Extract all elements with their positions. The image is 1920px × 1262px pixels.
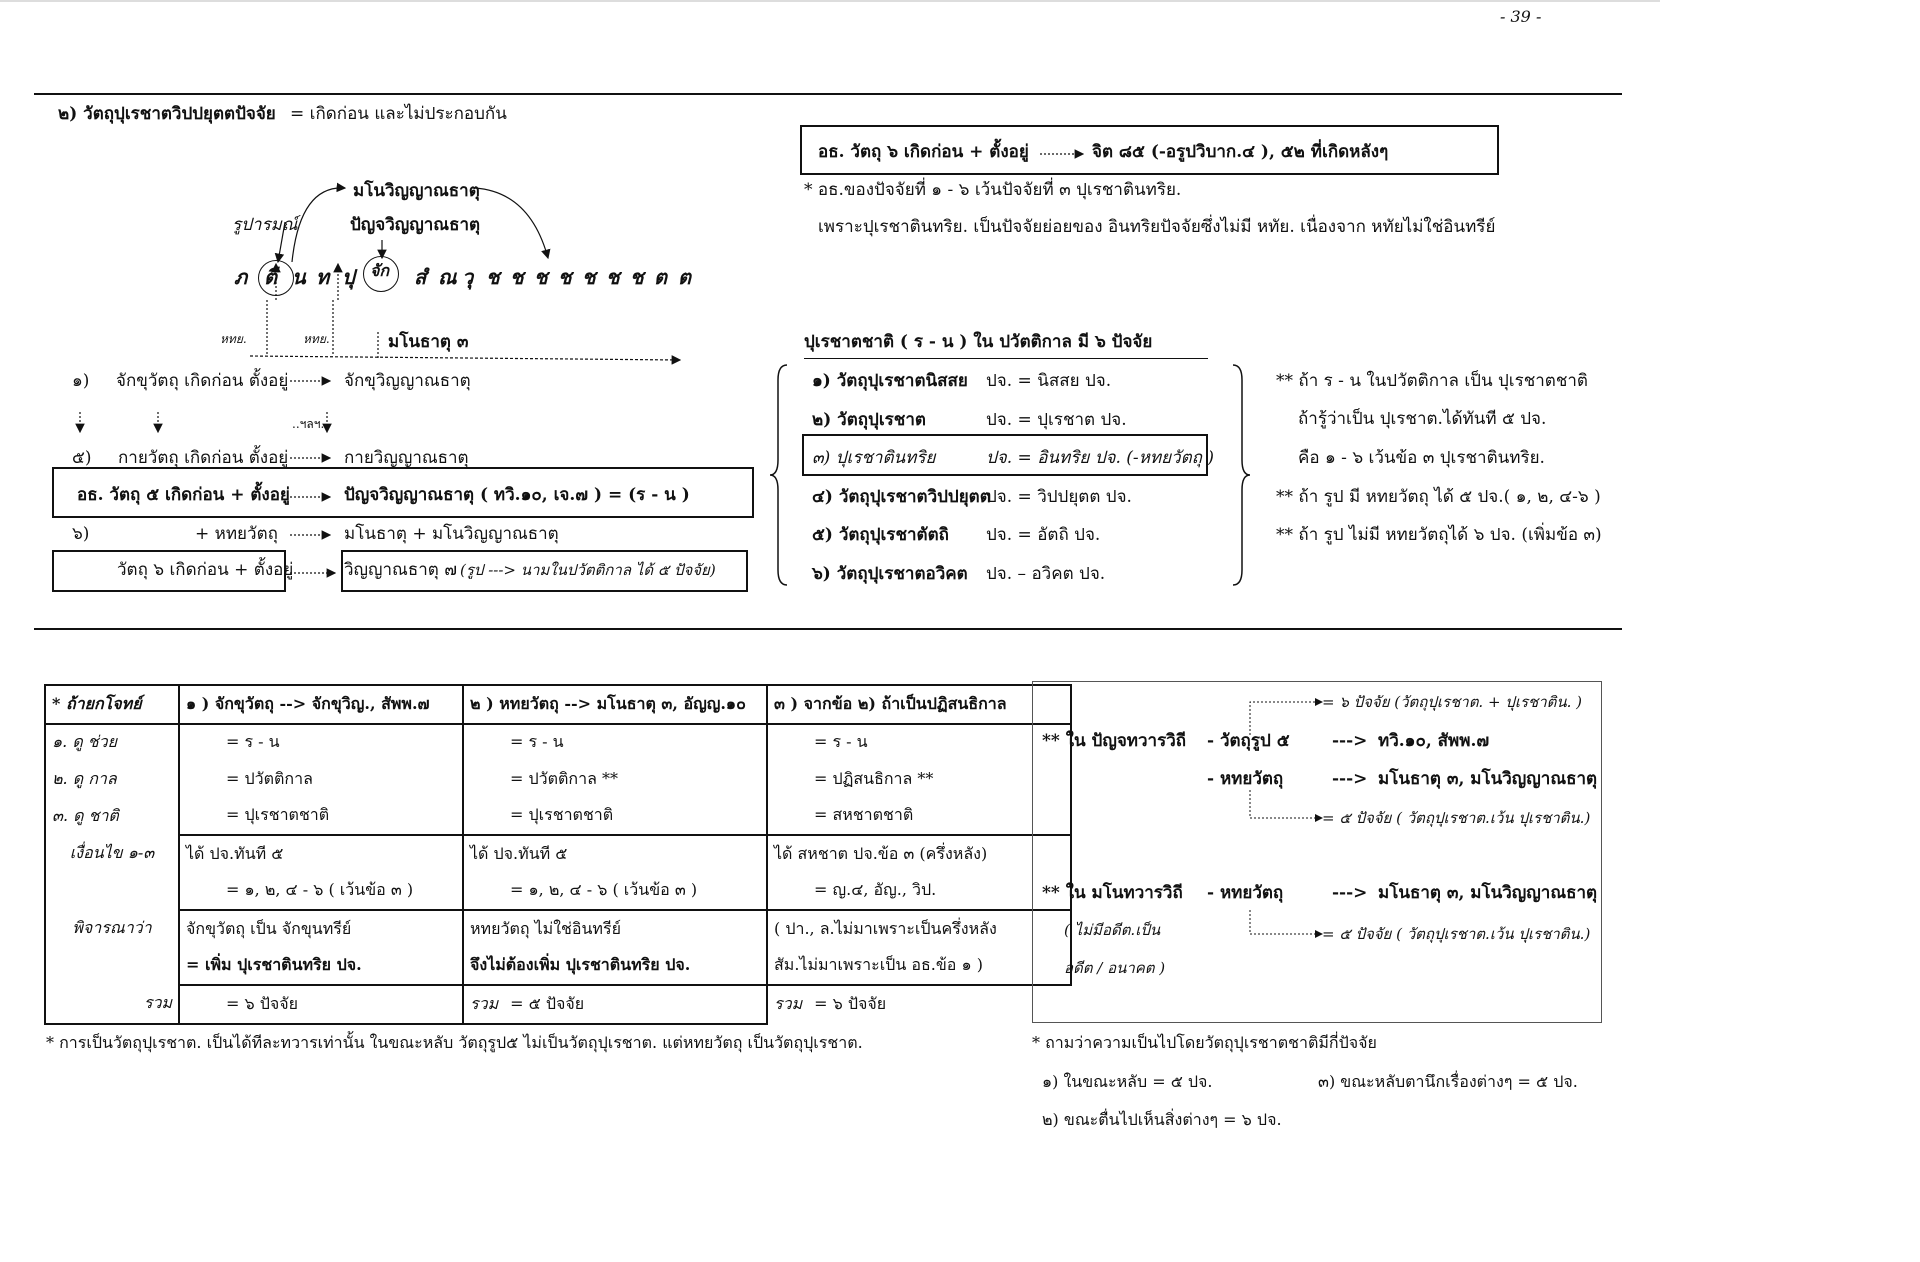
- cell-text: ( ปา., ล.ไม่มาเพราะเป็นครึ่งหลัง: [774, 918, 997, 938]
- diagram-panca-vinnana: ปัญจวิญญาณธาตุ: [350, 215, 481, 235]
- diagram-letter: ช: [534, 265, 548, 289]
- purejata-note: คือ ๑ - ๖ เว้นข้อ ๓ ปุเรชาตินทริย.: [1298, 448, 1545, 468]
- cell: [767, 985, 1071, 1024]
- cell-text: = เพิ่ม ปุเรชาตินทริย ปจ.: [186, 955, 362, 975]
- cell-text: = ปุเรชาตชาติ: [226, 805, 330, 825]
- table-header: ๓ ) จากข้อ ๒) ถ้าเป็นปฏิสนธิกาล: [767, 685, 1071, 724]
- mano-note: ( ไม่มีอดีต.เป็น: [1064, 921, 1161, 939]
- cell: [767, 948, 1071, 986]
- item-text: ทวิ.๑๐, สัพพ.๗: [1378, 731, 1490, 751]
- row-label: [45, 985, 179, 1024]
- arrow-text: --->: [1332, 883, 1368, 903]
- row-label: [45, 761, 179, 798]
- box-text: อธ. วัตถุ ๕ เกิดก่อน + ตั้งอยู่: [77, 485, 290, 505]
- hadaya-label: หทย.: [220, 332, 247, 346]
- cell: [463, 873, 767, 911]
- row-label: [45, 873, 179, 911]
- purejata-equivalence: ปจ. = ปุเรชาต ปจ.: [986, 409, 1127, 430]
- purejata-note: ** ถ้า รูป ไม่มี หทยวัตถุได้ ๖ ปจ. (เพิ่มข้อ ๓): [1276, 525, 1602, 545]
- row-label-text: พิจารณาว่า: [72, 918, 152, 938]
- purejata-equivalence: ปจ. = อัตถิ ปจ.: [986, 525, 1101, 545]
- cell-text: = ๑, ๒, ๔ - ๖ ( เว้นข้อ ๓ ): [226, 880, 414, 900]
- item-text: - วัตถุรูป ๕: [1207, 731, 1290, 751]
- ellipsis: ..ฯลฯ..: [292, 417, 329, 431]
- row-label: [45, 724, 179, 762]
- manodhatu-label: มโนธาตุ ๓: [388, 332, 469, 352]
- purejata-note: ** ถ้า ร - น ในปวัตติกาล เป็น ปุเรชาตชาติ: [1276, 371, 1588, 391]
- diagram-letter: ต: [654, 265, 667, 289]
- mano-note: อดีต / อนาคต ): [1064, 959, 1166, 977]
- cell-text: ได้ ปจ.ทันที ๕: [470, 843, 568, 863]
- cell-text: = ๑, ๒, ๔ - ๖ ( เว้นข้อ ๓ ): [510, 880, 698, 900]
- row-number: ๑): [72, 371, 90, 391]
- cell: [463, 761, 767, 798]
- cell: [767, 761, 1071, 798]
- cell: [767, 873, 1071, 911]
- table-header: * ถ้ายกโจทย์: [45, 685, 179, 724]
- diagram-letter: ช: [582, 265, 596, 289]
- row-text: จักขุวิญญาณธาตุ: [344, 371, 471, 391]
- cell: [179, 724, 463, 762]
- sum-label: รวม: [774, 994, 803, 1014]
- diagram-letter: วุ: [462, 265, 474, 289]
- cell: [767, 835, 1071, 873]
- row-text: + หทยวัตถุ: [195, 524, 278, 544]
- diagram-letter: ท: [316, 265, 330, 289]
- item-text: - หทยวัตถุ: [1207, 769, 1284, 789]
- purejata-note: ถ้ารู้ว่าเป็น ปุเรชาต.ได้ทันที ๕ ปจ.: [1298, 409, 1547, 429]
- cell-text: = สหชาตชาติ: [814, 805, 914, 825]
- row-label-text: รวม: [143, 993, 172, 1013]
- table-header: ๒ ) หทยวัตถุ --> มโนธาตุ ๓, อัญญ.๑๐: [463, 685, 767, 724]
- diagram-letter: ภ: [234, 265, 248, 289]
- answer-item: ๓) ขณะหลับตานึกเรื่องต่างๆ = ๕ ปจ.: [1318, 1072, 1578, 1091]
- box-text: ปัญจวิญญาณธาตุ ( ทวิ.๑๐, เจ.๗ ) = (ร - น ): [344, 485, 690, 505]
- box-text: วัตถุ ๖ เกิดก่อน + ตั้งอยู่: [117, 560, 294, 580]
- arrow-text: --->: [1332, 731, 1368, 751]
- row-number: ๖): [72, 524, 90, 544]
- cell: [179, 910, 463, 948]
- answer-item: ๑) ในขณะหลับ = ๕ ปจ.: [1042, 1072, 1213, 1091]
- cell: [179, 873, 463, 911]
- cell-text: = ๖ ปัจจัย: [814, 994, 887, 1014]
- purejata-equivalence: ปจ. = นิสสย ปจ.: [986, 371, 1112, 391]
- cell: [463, 948, 767, 986]
- purejata-equivalence: ปจ. = วิปปยุตต ปจ.: [986, 486, 1132, 507]
- analysis-table: [44, 684, 1072, 1025]
- diagram-letter: ณ: [438, 265, 457, 289]
- cell-text: ได้ สหชาต ปจ.ข้อ ๓ (ครึ่งหลัง): [774, 843, 988, 863]
- diagram-letter: สํ: [414, 265, 427, 289]
- cell-text: = ปวัตติกาล **: [510, 768, 618, 788]
- purejata-equivalence: ปจ. – อวิคต ปจ.: [986, 563, 1106, 584]
- cell-text: = ร - น: [814, 732, 868, 752]
- cell: [463, 910, 767, 948]
- cell-text: = ๕ ปัจจัย: [510, 993, 585, 1013]
- arrow-text: --->: [1332, 769, 1368, 789]
- row-text: กายวัตถุ เกิดก่อน ตั้งอยู่: [118, 448, 289, 468]
- cell-text: จักขุวัตถุ เป็น จักขุนทรีย์: [186, 918, 352, 938]
- cell: [463, 724, 767, 762]
- cell: [179, 798, 463, 836]
- cell-text: = ปฏิสนธิกาล **: [814, 768, 934, 788]
- result-text: = ๖ ปัจจัย (วัตถุปุเรชาต. + ปุเรชาติน. ): [1322, 693, 1582, 711]
- purejata-item: ๖) วัตถุปุเรชาตอวิคต: [812, 563, 968, 584]
- cell: [767, 910, 1071, 948]
- cell: [463, 985, 767, 1024]
- purejata-item: ๒) วัตถุปุเรชาต: [812, 409, 926, 430]
- highlight-box: [802, 434, 1208, 476]
- cell-text: หทยวัตถุ ไม่ใช่อินทรีย์: [470, 918, 621, 938]
- purejata-item: ๕) วัตถุปุเรชาตัตถิ: [812, 525, 949, 545]
- table-footnote: * การเป็นวัตถุปุเรชาต. เป็นได้ทีละทวารเท่านั้น ในขณะหลับ วัตถุรูป๕ ไม่เป็นวัตถุปุเรชาต. แต่หทยวัตถุ เป็นวัตถุปุเรชาต.: [46, 1033, 863, 1052]
- cell-text: จึงไม่ต้องเพิ่ม ปุเรชาตินทริย ปจ.: [470, 955, 691, 975]
- diagram-rupa: รูปารมณ์: [232, 215, 298, 235]
- purejata-title: ปุเรชาตชาติ ( ร - น ) ใน ปวัตติกาล มี ๖ ปัจจัย: [804, 332, 1153, 352]
- row-label-text: ๓. ดู ชาติ: [52, 805, 119, 825]
- cell: [767, 724, 1071, 762]
- row-text: จักขุวัตถุ เกิดก่อน ตั้งอยู่: [116, 371, 289, 391]
- result-text: = ๕ ปัจจัย ( วัตถุปุเรชาต.เว้น ปุเรชาติน.): [1322, 925, 1591, 943]
- purejata-note: ** ถ้า รูป มี หทยวัตถุ ได้ ๕ ปจ.( ๑, ๒, ๔-๖ ): [1276, 487, 1601, 507]
- page-number: - 39 -: [1500, 7, 1542, 26]
- row-label-text: เงื่อนไข ๑-๓: [69, 843, 155, 863]
- note: เพราะปุเรชาตินทริย. เป็นปัจจัยย่อยของ อินทริยปัจจัยซึ่งไม่มี หทัย. เนื่องจาก หทัยไม่ใช่อินทรีย์: [818, 217, 1496, 237]
- cell: [463, 835, 767, 873]
- diagram-letter: ต: [678, 265, 691, 289]
- row-label: [45, 948, 179, 986]
- middle-divider: [34, 628, 1622, 630]
- purejata-item: ๑) วัตถุปุเรชาตนิสสย: [812, 371, 968, 391]
- diagram-letter: ช: [510, 265, 524, 289]
- diagram-letter: ช: [630, 265, 644, 289]
- row-label: [45, 798, 179, 836]
- cell: [179, 835, 463, 873]
- cell-text: = ๖ ปัจจัย: [226, 993, 299, 1013]
- purejata-item: ๔) วัตถุปุเรชาตวิปปยุตต: [812, 486, 991, 507]
- row-text: มโนธาตุ + มโนวิญญาณธาตุ: [344, 524, 559, 544]
- cell-text: = ญ.๔, อัญ., วิป.: [814, 880, 937, 900]
- table-header: ๑ ) จักขุวัตถุ --> จักขุวิญ., สัพพ.๗: [179, 685, 463, 724]
- cell: [767, 798, 1071, 836]
- diagram-letter: ปุ: [342, 265, 355, 289]
- diagram-letter: ตี: [264, 265, 277, 289]
- result-text: = ๕ ปัจจัย ( วัตถุปุเรชาต.เว้น ปุเรชาติน.): [1322, 809, 1591, 827]
- cell: [179, 761, 463, 798]
- answer-item: ๒) ขณะตื่นไปเห็นสิ่งต่างๆ = ๖ ปจ.: [1042, 1110, 1282, 1129]
- purejata-equivalence: ปจ. = อินทริย ปจ. (-หทยวัตถุ ): [986, 448, 1214, 468]
- section-definition: = เกิดก่อน และไม่ประกอบกัน: [290, 104, 507, 124]
- sum-label: รวม: [470, 993, 499, 1013]
- row-label: [45, 835, 179, 873]
- diagram-letter: ช: [486, 265, 500, 289]
- diagram-letter: น: [292, 265, 306, 289]
- section-title: ๒) วัตถุปุเรชาตวิปปยุตตปัจจัย: [58, 104, 276, 124]
- note: * อธ.ของปัจจัยที่ ๑ - ๖ เว้นปัจจัยที่ ๓ ปุเรชาตินทริย.: [804, 180, 1182, 200]
- row-text: กายวิญญาณธาตุ: [344, 448, 469, 468]
- hadaya-label: หทย.: [303, 332, 330, 346]
- diagram-mano-vinnana: มโนวิญญาณธาตุ: [353, 181, 480, 201]
- cell: [179, 985, 463, 1024]
- diagram-letter: ช: [558, 265, 572, 289]
- adhi-text: อธ. วัตถุ ๖ เกิดก่อน + ตั้งอยู่: [818, 142, 1029, 162]
- cell-text: = ร - น: [510, 732, 564, 752]
- purejata-item: ๓) ปุเรชาตินทริย: [812, 448, 936, 468]
- item-text: มโนธาตุ ๓, มโนวิญญาณธาตุ: [1378, 769, 1598, 789]
- cell-text: = ปุเรชาตชาติ: [510, 805, 614, 825]
- row-label-text: ๒. ดู กาล: [52, 768, 117, 788]
- box-text: วิญญาณธาตุ ๗: [344, 560, 457, 580]
- question: * ถามว่าความเป็นไปโดยวัตถุปุเรชาตชาติมีกี่ปัจจัย: [1032, 1033, 1377, 1052]
- item-text: - หทยวัตถุ: [1207, 883, 1284, 903]
- row-label: [45, 910, 179, 948]
- row-number: ๕): [72, 448, 92, 468]
- item-text: มโนธาตุ ๓, มโนวิญญาณธาตุ: [1378, 883, 1598, 903]
- cell-text: ได้ ปจ.ทันที ๕: [186, 843, 284, 863]
- cell: [463, 798, 767, 836]
- mano-title: ** ใน มโนทวารวิถี: [1042, 883, 1183, 903]
- adhi-text: จิต ๘๕ (-อรูปวิบาก.๔ ), ๕๒ ที่เกิดหลังๆ: [1092, 142, 1389, 162]
- diagram-letter: ช: [606, 265, 620, 289]
- cell-text: สัม.ไม่มาเพราะเป็น อธ.ข้อ ๑ ): [774, 955, 983, 975]
- title-underline: [804, 358, 1208, 359]
- diagram-letter: จัก: [370, 261, 390, 280]
- panca-title: ** ใน ปัญจทวารวิถี: [1042, 731, 1187, 751]
- row-label-text: ๑. ดู ช่วย: [52, 732, 118, 752]
- top-divider: [34, 93, 1622, 95]
- cell-text: = ปวัตติกาล: [226, 768, 313, 788]
- cell-text: = ร - น: [226, 732, 280, 752]
- cell: [179, 948, 463, 986]
- box-note: (รูป ---> นามในปวัตติกาล ได้ ๕ ปัจจัย): [460, 561, 716, 579]
